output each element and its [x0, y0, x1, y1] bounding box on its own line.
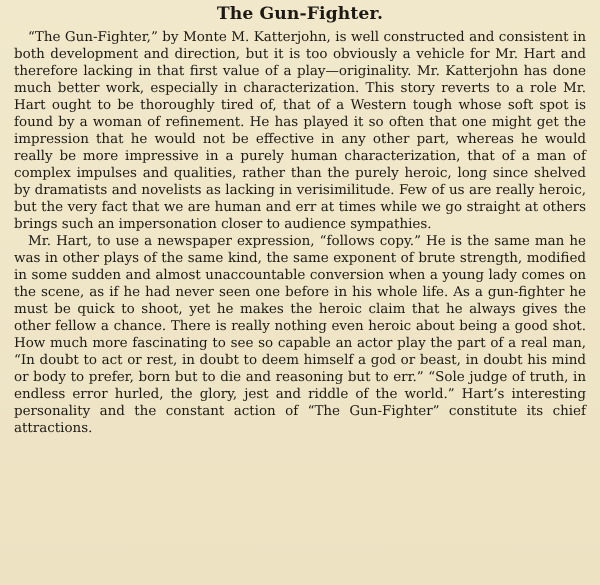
article-title: The Gun-Fighter. [216, 4, 384, 24]
article-paragraph-2: Mr. Hart, to use a newspaper expression, “follows copy.” He is the same man he was in other plays of the same kind, the same exponent of brute strength, modified in some sudden and almost unaccountable conversion when a young lady comes on the scene, as if he had never seen one before in his whole life. As a gun-fighter he must be quick to shoot, yet he makes the heroic claim that he always gives the other fellow a chance. There is really nothing even heroic about being a good shot. How much more fascinating to see so capable an actor play the part of a real man, “In doubt to act or rest, in doubt to deem himself a god or beast, in doubt his mind or body to prefer, born but to die and reasoning but to err.” “Sole judge of truth, in endless error hurled, the glory, jest and riddle of the world.” Hart’s interesting personality and the constant action of “The Gun-Fighter” constitute its chief attractions. [14, 234, 586, 436]
article-paragraph-1: “The Gun-Fighter,” by Monte M. Katterjohn, is well constructed and consistent in both development and direction, but it is too obviously a vehicle for Mr. Hart and therefore lacking in that first value of a play—originality. Mr. Katterjohn has done much better work, especially in characterization. This story reverts to a role Mr. Hart ought to be thoroughly tired of, that of a Western tough whose soft spot is found by a woman of refinement. He has played it so often that one might get the impression that he would not be effective in any other part, whereas he would really be more impressive in a purely human characterization, that of a man of complex impulses and qualities, rather than the purely heroic, long since shelved by dramatists and novelists as lacking in verisimilitude. Few of us are really heroic, but the very fact that we are human and err at times while we go straight at others brings such an impersonation closer to audience sympathies. [14, 30, 586, 232]
